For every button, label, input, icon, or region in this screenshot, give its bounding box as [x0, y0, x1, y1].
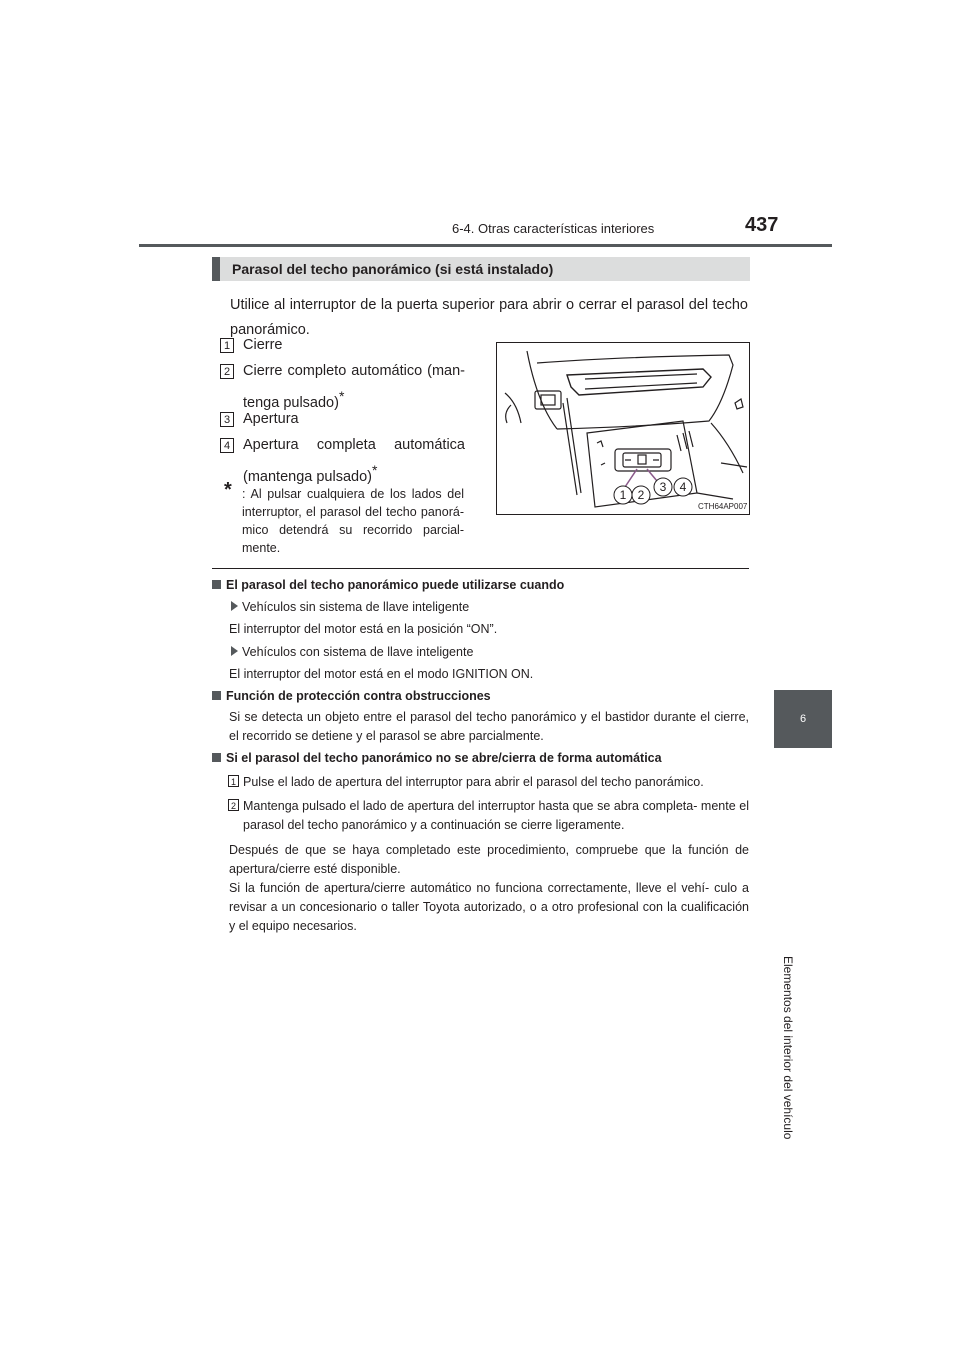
chapter-tab: 6	[774, 690, 832, 748]
section-heading-2-text: Función de protección contra obstrucciones	[226, 689, 491, 703]
step-number-2: 2	[228, 799, 239, 811]
item-number-2: 2	[220, 364, 234, 379]
section-heading-3	[212, 751, 662, 765]
square-bullet-icon	[212, 753, 221, 762]
callout-4: 4	[679, 480, 687, 494]
item-3-text: Apertura	[243, 411, 299, 427]
section-heading-3-text: Si el parasol del techo panorámico no se abre/cierra de forma automática	[226, 751, 662, 765]
step-2-text: Mantenga pulsado el lado de apertura del interruptor hasta que se abra completa- mente el parasol del techo panorámico y a continuación se cierre ligeramente.	[243, 799, 749, 832]
item-number-3: 3	[220, 412, 234, 427]
step-1-text: Pulse el lado de apertura del interruptor para abrir el parasol del techo panorámico.	[243, 775, 704, 789]
triangle-bullet-icon	[231, 601, 238, 611]
square-bullet-icon	[212, 580, 221, 589]
after-text-2: Si la función de apertura/cierre automático no funciona correctamente, lleve el vehí- culo a revisar a un concesionario o taller Toyota autorizado, o a otro profesional con la cualificación y el equipo necesarios.	[229, 881, 749, 933]
square-bullet-icon	[212, 691, 221, 700]
intro-paragraph: Utilice al interruptor de la puerta superior para abrir o cerrar el parasol del techo panorámico.	[230, 297, 748, 338]
item-4-star: *	[371, 462, 378, 478]
section-heading-2	[212, 689, 491, 703]
section-heading-1-text: El parasol del techo panorámico puede utilizarse cuando	[226, 578, 565, 592]
triangle-bullet-icon	[231, 646, 238, 656]
item-number-4: 4	[220, 438, 234, 453]
item-1-text: Cierre	[243, 337, 283, 353]
section-heading-1	[212, 578, 564, 592]
item-1	[243, 333, 465, 358]
sub-condition-2-text: Vehículos con sistema de llave inteligente	[242, 645, 474, 659]
item-4	[243, 433, 465, 490]
roof-switch-illustration	[496, 342, 750, 515]
item-2-star: *	[338, 388, 345, 404]
section-title: Parasol del techo panorámico (si está instalado)	[212, 257, 750, 281]
item-number-1: 1	[220, 338, 234, 353]
item-2-text: Cierre completo automático (man- tenga pulsado)	[243, 363, 465, 411]
figure-code: CTH64AP007	[698, 502, 748, 511]
item-4-text: Apertura completa automática (mantenga pulsado)	[243, 437, 465, 485]
chapter-side-title	[781, 780, 809, 1140]
condition-text-2: El interruptor del motor está en el modo IGNITION ON.	[229, 667, 534, 681]
step-number-1: 1	[228, 775, 239, 787]
section-divider	[212, 568, 749, 569]
item-3	[243, 407, 465, 432]
sub-condition-1-text: Vehículos sin sistema de llave inteligente	[242, 600, 470, 614]
sub-condition-2	[231, 643, 751, 662]
callout-1: 1	[619, 488, 627, 502]
page-number: 437	[745, 214, 779, 236]
callout-3: 3	[659, 480, 667, 494]
obstruction-text: Si se detecta un objeto entre el parasol del techo panorámico y el bastidor durante el cierre, el recorrido se detiene y el parasol se abre parcialmente.	[229, 710, 749, 743]
illustration-svg	[497, 343, 749, 514]
condition-text-1: El interruptor del motor está en la posición “ON”.	[229, 622, 498, 636]
footnote-text: : Al pulsar cualquiera de los lados del interruptor, el parasol del techo panorá- mico detendrá su recorrido parcial- mente.	[242, 487, 464, 555]
callout-2: 2	[637, 488, 645, 502]
footnote-mark: *	[224, 479, 232, 501]
section-header: 6-4. Otras características interiores	[452, 221, 655, 236]
sub-condition-1	[231, 598, 751, 617]
header-rule	[139, 244, 832, 247]
after-text-1: Después de que se haya completado este procedimiento, compruebe que la función de apertura/cierre esté disponible.	[229, 843, 749, 876]
chapter-title-text: Elementos del interior del vehículo	[781, 956, 795, 1140]
